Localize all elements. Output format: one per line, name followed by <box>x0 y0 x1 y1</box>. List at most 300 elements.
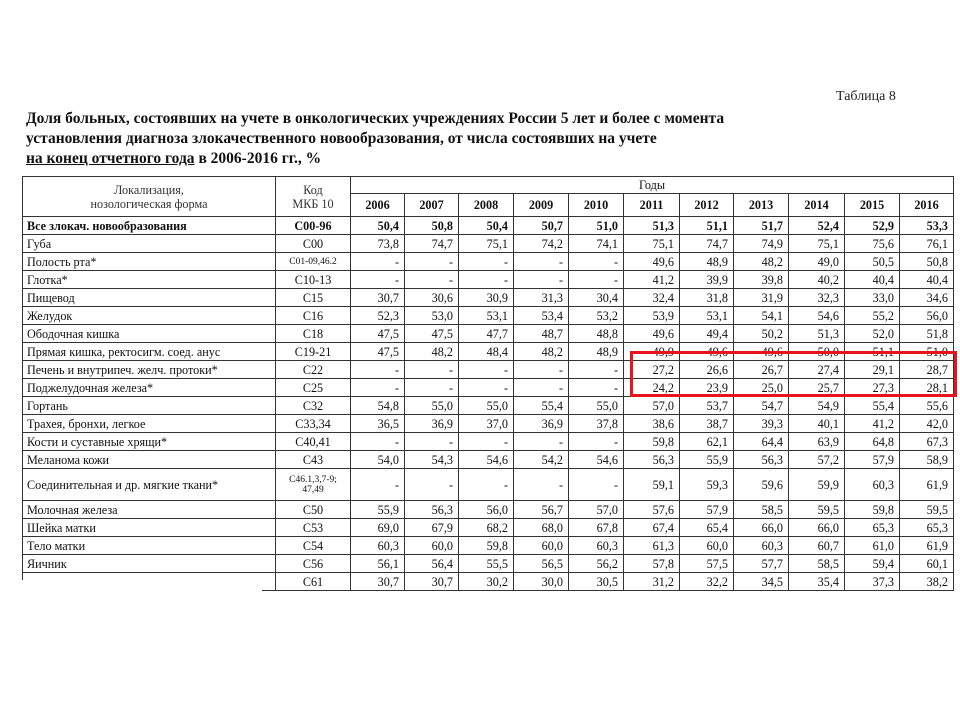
value-cell: 49,6 <box>624 325 680 343</box>
localization-cell: Кости и суставные хрящи* <box>23 433 276 451</box>
value-cell: 61,9 <box>900 537 954 555</box>
value-cell: 50,2 <box>734 325 789 343</box>
value-cell: 54,1 <box>734 307 789 325</box>
value-cell: 39,9 <box>680 271 734 289</box>
value-cell: 54,6 <box>569 451 624 469</box>
value-cell: - <box>514 379 569 397</box>
value-cell: 58,9 <box>900 451 954 469</box>
value-cell: 30,0 <box>514 573 569 591</box>
value-cell: 59,6 <box>734 469 789 501</box>
localization-cell: Желудок <box>23 307 276 325</box>
year-header-cell: 2016 <box>900 194 954 217</box>
icd-code-cell: С33,34 <box>276 415 351 433</box>
value-cell: - <box>351 253 405 271</box>
value-cell: - <box>405 469 459 501</box>
value-cell: 69,0 <box>351 519 405 537</box>
icd-code-cell: С32 <box>276 397 351 415</box>
table-row <box>23 235 954 253</box>
value-cell: 60,0 <box>514 537 569 555</box>
icd-code-cell: С18 <box>276 325 351 343</box>
value-cell: 59,8 <box>459 537 514 555</box>
value-cell: 37,0 <box>459 415 514 433</box>
value-cell: 59,5 <box>900 501 954 519</box>
value-cell: 35,4 <box>789 573 845 591</box>
icd-code-cell: С00-96 <box>276 217 351 235</box>
value-cell: 74,7 <box>680 235 734 253</box>
value-cell: 55,6 <box>900 397 954 415</box>
value-cell: 60,3 <box>569 537 624 555</box>
value-cell: 41,2 <box>845 415 900 433</box>
value-cell: 55,0 <box>569 397 624 415</box>
value-cell: 49,4 <box>680 325 734 343</box>
value-cell: 51,1 <box>680 217 734 235</box>
value-cell: - <box>351 469 405 501</box>
localization-cell: Пищевод <box>23 289 276 307</box>
value-cell: 59,9 <box>789 469 845 501</box>
value-cell: 75,1 <box>459 235 514 253</box>
value-cell: 51,3 <box>624 217 680 235</box>
value-cell: 30,7 <box>351 289 405 307</box>
value-cell: 55,9 <box>351 501 405 519</box>
value-cell: 32,2 <box>680 573 734 591</box>
value-cell: 67,9 <box>405 519 459 537</box>
localization-cell: Прямая кишка, ректосигм. соед. анус <box>23 343 276 361</box>
value-cell: 65,3 <box>900 519 954 537</box>
value-cell: 55,4 <box>845 397 900 415</box>
value-cell: 30,5 <box>569 573 624 591</box>
value-cell: 62,1 <box>680 433 734 451</box>
localization-cell: Соединительная и др. мягкие ткани* <box>23 469 276 501</box>
value-cell: - <box>459 253 514 271</box>
value-cell: 57,8 <box>624 555 680 573</box>
table-row <box>23 537 954 555</box>
table-row <box>23 217 954 235</box>
value-cell: 51,7 <box>734 217 789 235</box>
value-cell: 39,3 <box>734 415 789 433</box>
value-cell: 30,7 <box>405 573 459 591</box>
icd-code-cell: С43 <box>276 451 351 469</box>
value-cell: 52,0 <box>845 325 900 343</box>
value-cell: 58,5 <box>789 555 845 573</box>
value-cell: 60,3 <box>734 537 789 555</box>
value-cell: 66,0 <box>734 519 789 537</box>
value-cell: 64,8 <box>845 433 900 451</box>
title-line-3 <box>26 149 826 169</box>
value-cell: 57,9 <box>845 451 900 469</box>
value-cell: 55,2 <box>845 307 900 325</box>
value-cell: 23,9 <box>680 379 734 397</box>
value-cell: - <box>405 361 459 379</box>
cropped-cell-mask <box>0 580 262 600</box>
table-row <box>23 501 954 519</box>
value-cell: - <box>459 469 514 501</box>
value-cell: 75,1 <box>789 235 845 253</box>
table-number-label: Таблица 8 <box>836 89 896 104</box>
year-header-cell: 2011 <box>624 194 680 217</box>
value-cell: 41,2 <box>624 271 680 289</box>
value-cell: 37,8 <box>569 415 624 433</box>
value-cell: 49,6 <box>734 343 789 361</box>
value-cell: 61,3 <box>624 537 680 555</box>
value-cell: 56,7 <box>514 501 569 519</box>
table-row <box>23 343 954 361</box>
localization-cell: Глотка* <box>23 271 276 289</box>
value-cell: - <box>514 469 569 501</box>
value-cell: 73,8 <box>351 235 405 253</box>
value-cell: 60,7 <box>789 537 845 555</box>
localization-cell: Ободочная кишка <box>23 325 276 343</box>
value-cell: 55,5 <box>459 555 514 573</box>
value-cell: 50,4 <box>459 217 514 235</box>
icd-code-cell: С53 <box>276 519 351 537</box>
value-cell: - <box>351 433 405 451</box>
value-cell: 48,2 <box>514 343 569 361</box>
value-cell: 76,1 <box>900 235 954 253</box>
value-cell: - <box>514 253 569 271</box>
document-title <box>26 109 826 169</box>
value-cell: 53,1 <box>680 307 734 325</box>
value-cell: 56,5 <box>514 555 569 573</box>
value-cell: 65,4 <box>680 519 734 537</box>
value-cell: 57,7 <box>734 555 789 573</box>
value-cell: - <box>514 433 569 451</box>
icd-code-cell: С56 <box>276 555 351 573</box>
value-cell: 51,0 <box>569 217 624 235</box>
icd-code-cell: С19-21 <box>276 343 351 361</box>
table-row <box>23 415 954 433</box>
value-cell: 54,0 <box>351 451 405 469</box>
value-cell: 31,2 <box>624 573 680 591</box>
table-row <box>23 519 954 537</box>
value-cell: 27,3 <box>845 379 900 397</box>
header-localization-line1: Локализация, <box>114 182 184 197</box>
value-cell: - <box>405 433 459 451</box>
value-cell: 47,7 <box>459 325 514 343</box>
value-cell: 25,7 <box>789 379 845 397</box>
value-cell: 28,7 <box>900 361 954 379</box>
value-cell: - <box>569 253 624 271</box>
year-header-cell: 2014 <box>789 194 845 217</box>
value-cell: 55,4 <box>514 397 569 415</box>
value-cell: 60,3 <box>351 537 405 555</box>
icd-code-cell: С10-13 <box>276 271 351 289</box>
value-cell: 48,4 <box>459 343 514 361</box>
value-cell: 52,4 <box>789 217 845 235</box>
value-cell: 38,7 <box>680 415 734 433</box>
value-cell: 37,3 <box>845 573 900 591</box>
icd-code-cell: С50 <box>276 501 351 519</box>
value-cell: - <box>405 253 459 271</box>
value-cell: - <box>351 361 405 379</box>
value-cell: 50,7 <box>514 217 569 235</box>
value-cell: 57,0 <box>569 501 624 519</box>
header-years: Годы <box>351 177 954 194</box>
value-cell: 24,2 <box>624 379 680 397</box>
value-cell: 50,8 <box>900 253 954 271</box>
icd-code-cell: С54 <box>276 537 351 555</box>
value-cell: 59,1 <box>624 469 680 501</box>
localization-cell: Меланома кожи <box>23 451 276 469</box>
value-cell: 47,5 <box>405 325 459 343</box>
localization-cell: Шейка матки <box>23 519 276 537</box>
value-cell: 48,9 <box>680 253 734 271</box>
value-cell: 54,2 <box>514 451 569 469</box>
value-cell: 67,8 <box>569 519 624 537</box>
table-row <box>23 433 954 451</box>
year-header-cell: 2009 <box>514 194 569 217</box>
value-cell: 27,2 <box>624 361 680 379</box>
value-cell: - <box>459 361 514 379</box>
value-cell: 58,5 <box>734 501 789 519</box>
table-row <box>23 469 954 501</box>
value-cell: - <box>351 271 405 289</box>
value-cell: 51,0 <box>900 343 954 361</box>
value-cell: 51,3 <box>789 325 845 343</box>
value-cell: 36,9 <box>405 415 459 433</box>
value-cell: 75,6 <box>845 235 900 253</box>
value-cell: 49,6 <box>624 253 680 271</box>
value-cell: 29,1 <box>845 361 900 379</box>
value-cell: 57,6 <box>624 501 680 519</box>
value-cell: 40,1 <box>789 415 845 433</box>
icd-code-cell: С46.1,3,7-9; 47,49 <box>276 469 351 501</box>
header-code <box>276 177 351 217</box>
localization-cell: Молочная железа <box>23 501 276 519</box>
value-cell: 47,5 <box>351 343 405 361</box>
year-header-cell: 2015 <box>845 194 900 217</box>
table-row <box>23 289 954 307</box>
value-cell: 26,6 <box>680 361 734 379</box>
header-localization-line2: нозологическая форма <box>90 196 208 211</box>
value-cell: 52,9 <box>845 217 900 235</box>
title-underlined-part: на конец отчетного года <box>26 150 195 167</box>
value-cell: 56,3 <box>624 451 680 469</box>
table-row <box>23 271 954 289</box>
value-cell: 57,0 <box>624 397 680 415</box>
icd-code-cell: С25 <box>276 379 351 397</box>
value-cell: 53,0 <box>405 307 459 325</box>
value-cell: 30,6 <box>405 289 459 307</box>
value-cell: - <box>351 379 405 397</box>
value-cell: 53,9 <box>624 307 680 325</box>
year-header-cell: 2010 <box>569 194 624 217</box>
value-cell: 31,9 <box>734 289 789 307</box>
title-line-1: Доля больных, состоявших на учете в онкологических учреждениях России 5 лет и более с момента <box>26 110 725 127</box>
icd-code-cell: С00 <box>276 235 351 253</box>
value-cell: 54,9 <box>789 397 845 415</box>
value-cell: 60,0 <box>680 537 734 555</box>
value-cell: - <box>405 271 459 289</box>
table-row <box>23 451 954 469</box>
value-cell: 34,5 <box>734 573 789 591</box>
value-cell: - <box>459 271 514 289</box>
value-cell: 33,0 <box>845 289 900 307</box>
value-cell: 27,4 <box>789 361 845 379</box>
localization-cell: Гортань <box>23 397 276 415</box>
value-cell: 74,9 <box>734 235 789 253</box>
table-row <box>23 397 954 415</box>
value-cell: 74,2 <box>514 235 569 253</box>
value-cell: 74,1 <box>569 235 624 253</box>
value-cell: 53,3 <box>900 217 954 235</box>
title-line-2: установления диагноза злокачественного новообразования, от числа состоявших на учете <box>26 130 657 147</box>
value-cell: 30,9 <box>459 289 514 307</box>
value-cell: 49,9 <box>624 343 680 361</box>
value-cell: 54,7 <box>734 397 789 415</box>
value-cell: 38,2 <box>900 573 954 591</box>
value-cell: 54,8 <box>351 397 405 415</box>
value-cell: - <box>514 361 569 379</box>
value-cell: 54,3 <box>405 451 459 469</box>
data-table <box>22 176 954 591</box>
header-code-line2: МКБ 10 <box>292 196 334 211</box>
icd-code-cell: С15 <box>276 289 351 307</box>
localization-cell: Яичник <box>23 555 276 573</box>
value-cell: 53,4 <box>514 307 569 325</box>
value-cell: 57,5 <box>680 555 734 573</box>
value-cell: 40,4 <box>845 271 900 289</box>
table-row <box>23 325 954 343</box>
localization-cell: Полость рта* <box>23 253 276 271</box>
value-cell: 36,5 <box>351 415 405 433</box>
value-cell: 50,4 <box>351 217 405 235</box>
icd-code-cell: С16 <box>276 307 351 325</box>
value-cell: 61,0 <box>845 537 900 555</box>
value-cell: 51,8 <box>900 325 954 343</box>
value-cell: - <box>459 379 514 397</box>
table-row <box>23 379 954 397</box>
value-cell: 48,2 <box>405 343 459 361</box>
value-cell: 60,1 <box>900 555 954 573</box>
table-row <box>23 253 954 271</box>
year-header-cell: 2012 <box>680 194 734 217</box>
localization-cell: Губа <box>23 235 276 253</box>
value-cell: 59,4 <box>845 555 900 573</box>
icd-code-cell: С01-09,46.2 <box>276 253 351 271</box>
value-cell: 59,3 <box>680 469 734 501</box>
value-cell: 31,8 <box>680 289 734 307</box>
year-header-cell: 2008 <box>459 194 514 217</box>
value-cell: 54,6 <box>459 451 514 469</box>
value-cell: 50,0 <box>789 343 845 361</box>
icd-code-cell: С61 <box>276 573 351 591</box>
value-cell: 53,7 <box>680 397 734 415</box>
value-cell: - <box>569 433 624 451</box>
value-cell: - <box>405 379 459 397</box>
value-cell: 55,0 <box>459 397 514 415</box>
value-cell: 48,8 <box>569 325 624 343</box>
value-cell: 47,5 <box>351 325 405 343</box>
value-cell: 50,8 <box>405 217 459 235</box>
value-cell: 60,0 <box>405 537 459 555</box>
value-cell: 63,9 <box>789 433 845 451</box>
localization-cell: Все злокач. новообразования <box>23 217 276 235</box>
value-cell: 34,6 <box>900 289 954 307</box>
value-cell: 53,2 <box>569 307 624 325</box>
value-cell: 40,4 <box>900 271 954 289</box>
value-cell: 32,4 <box>624 289 680 307</box>
value-cell: 59,8 <box>845 501 900 519</box>
value-cell: 28,1 <box>900 379 954 397</box>
value-cell: 31,3 <box>514 289 569 307</box>
value-cell: 30,7 <box>351 573 405 591</box>
value-cell: 42,0 <box>900 415 954 433</box>
value-cell: 56,0 <box>900 307 954 325</box>
title-rest-part: в 2006-2016 гг., % <box>194 150 322 167</box>
value-cell: 36,9 <box>514 415 569 433</box>
header-code-line1: Код <box>303 182 323 197</box>
value-cell: 67,3 <box>900 433 954 451</box>
value-cell: 68,2 <box>459 519 514 537</box>
value-cell: 26,7 <box>734 361 789 379</box>
value-cell: 40,2 <box>789 271 845 289</box>
localization-cell: Поджелудочная железа* <box>23 379 276 397</box>
value-cell: 61,9 <box>900 469 954 501</box>
value-cell: 50,5 <box>845 253 900 271</box>
year-header-cell: 2007 <box>405 194 459 217</box>
value-cell: - <box>514 271 569 289</box>
value-cell: 39,8 <box>734 271 789 289</box>
value-cell: - <box>569 469 624 501</box>
value-cell: 67,4 <box>624 519 680 537</box>
value-cell: 57,9 <box>680 501 734 519</box>
table-row <box>23 555 954 573</box>
value-cell: 56,4 <box>405 555 459 573</box>
value-cell: - <box>569 379 624 397</box>
localization-cell: Печень и внутрипеч. желч. протоки* <box>23 361 276 379</box>
localization-cell: Трахея, бронхи, легкое <box>23 415 276 433</box>
value-cell: 38,6 <box>624 415 680 433</box>
value-cell: 56,3 <box>734 451 789 469</box>
value-cell: 30,4 <box>569 289 624 307</box>
value-cell: 49,6 <box>680 343 734 361</box>
icd-code-cell: С40,41 <box>276 433 351 451</box>
value-cell: 56,3 <box>405 501 459 519</box>
value-cell: 59,8 <box>624 433 680 451</box>
value-cell: 75,1 <box>624 235 680 253</box>
year-header-cell: 2006 <box>351 194 405 217</box>
value-cell: 64,4 <box>734 433 789 451</box>
localization-cell: Тело матки <box>23 537 276 555</box>
table-row <box>23 361 954 379</box>
value-cell: 56,1 <box>351 555 405 573</box>
value-cell: - <box>459 433 514 451</box>
value-cell: 48,9 <box>569 343 624 361</box>
value-cell: 57,2 <box>789 451 845 469</box>
value-cell: 55,9 <box>680 451 734 469</box>
header-row-top <box>23 177 954 194</box>
value-cell: 53,1 <box>459 307 514 325</box>
table-body <box>23 217 954 591</box>
value-cell: 66,0 <box>789 519 845 537</box>
value-cell: 74,7 <box>405 235 459 253</box>
value-cell: 56,2 <box>569 555 624 573</box>
value-cell: 30,2 <box>459 573 514 591</box>
year-header-cell: 2013 <box>734 194 789 217</box>
value-cell: - <box>569 361 624 379</box>
value-cell: 68,0 <box>514 519 569 537</box>
value-cell: 56,0 <box>459 501 514 519</box>
value-cell: 48,7 <box>514 325 569 343</box>
value-cell: 49,0 <box>789 253 845 271</box>
value-cell: 59,5 <box>789 501 845 519</box>
value-cell: - <box>569 271 624 289</box>
value-cell: 60,3 <box>845 469 900 501</box>
value-cell: 54,6 <box>789 307 845 325</box>
value-cell: 25,0 <box>734 379 789 397</box>
header-localization <box>23 177 276 217</box>
value-cell: 52,3 <box>351 307 405 325</box>
